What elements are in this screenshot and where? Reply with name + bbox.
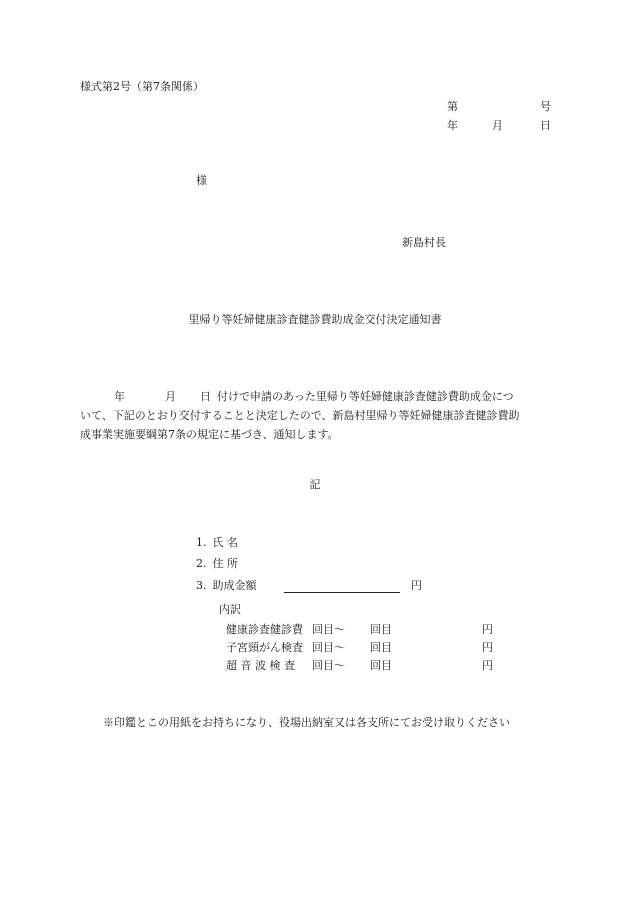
breakdown-row [226,638,493,656]
item-address [196,557,238,571]
amount-unit: 円 [411,579,422,592]
notice-body [80,387,552,444]
body-line-3: 成事業実施要綱第7条の規定に基づき、通知します。 [80,428,339,441]
item-label: 助成金額 [212,579,257,592]
number-suffix: 号 [540,100,551,113]
body-line-1-text: 付けで申請のあった里帰り等妊婦健康診査健診費助成金につ [217,390,514,403]
item-number: 3. [196,579,207,592]
form-number: 様式第2号（第7条関係） [80,80,204,93]
body-date-day: 日 [200,390,211,403]
issuer-name: 新島村長 [402,236,446,249]
body-line-1 [80,387,552,406]
breakdown-unit: 円 [482,659,493,672]
body-date-month: 月 [165,390,176,403]
item-label: 氏 名 [212,536,238,549]
item-amount [196,579,257,593]
addressee-suffix: 様 [196,174,207,187]
date-year-label: 年 [447,119,458,132]
item-number: 2. [196,557,207,570]
breakdown-unit: 円 [482,623,493,636]
breakdown-item-name: 健康診査健診費 [226,623,303,636]
number-prefix: 第 [447,100,458,113]
breakdown-row [226,656,493,674]
item-name [196,536,238,550]
breakdown-to: 回目 [370,623,392,636]
amount-underline [284,592,400,593]
date-day-label: 日 [540,119,551,132]
breakdown-heading: 内訳 [219,603,241,616]
document-title: 里帰り等妊婦健康診査健診費助成金交付決定通知書 [188,313,442,326]
footer-note: ※印鑑とこの用紙をお持ちになり、役場出納室又は各支所にてお受け取りください [103,716,510,729]
body-date-year: 年 [114,390,125,403]
breakdown-row [226,620,493,638]
breakdown-from: 回目～ [312,659,345,672]
breakdown-unit: 円 [482,641,493,654]
breakdown-from: 回目～ [312,623,345,636]
breakdown-to: 回目 [370,659,392,672]
breakdown-item-name: 子宮頸がん検査 [226,641,303,654]
item-label: 住 所 [212,557,238,570]
breakdown-from: 回目～ [312,641,345,654]
breakdown-table [226,620,493,674]
breakdown-item-name: 超 音 波 検 査 [226,659,295,672]
ki-heading: 記 [309,478,321,491]
date-month-label: 月 [492,119,503,132]
breakdown-to: 回目 [370,641,392,654]
body-line-2: いて、下記のとおり交付することと決定したので、新島村里帰り等妊婦健康診査健診費助 [80,409,520,422]
item-number: 1. [196,536,207,549]
